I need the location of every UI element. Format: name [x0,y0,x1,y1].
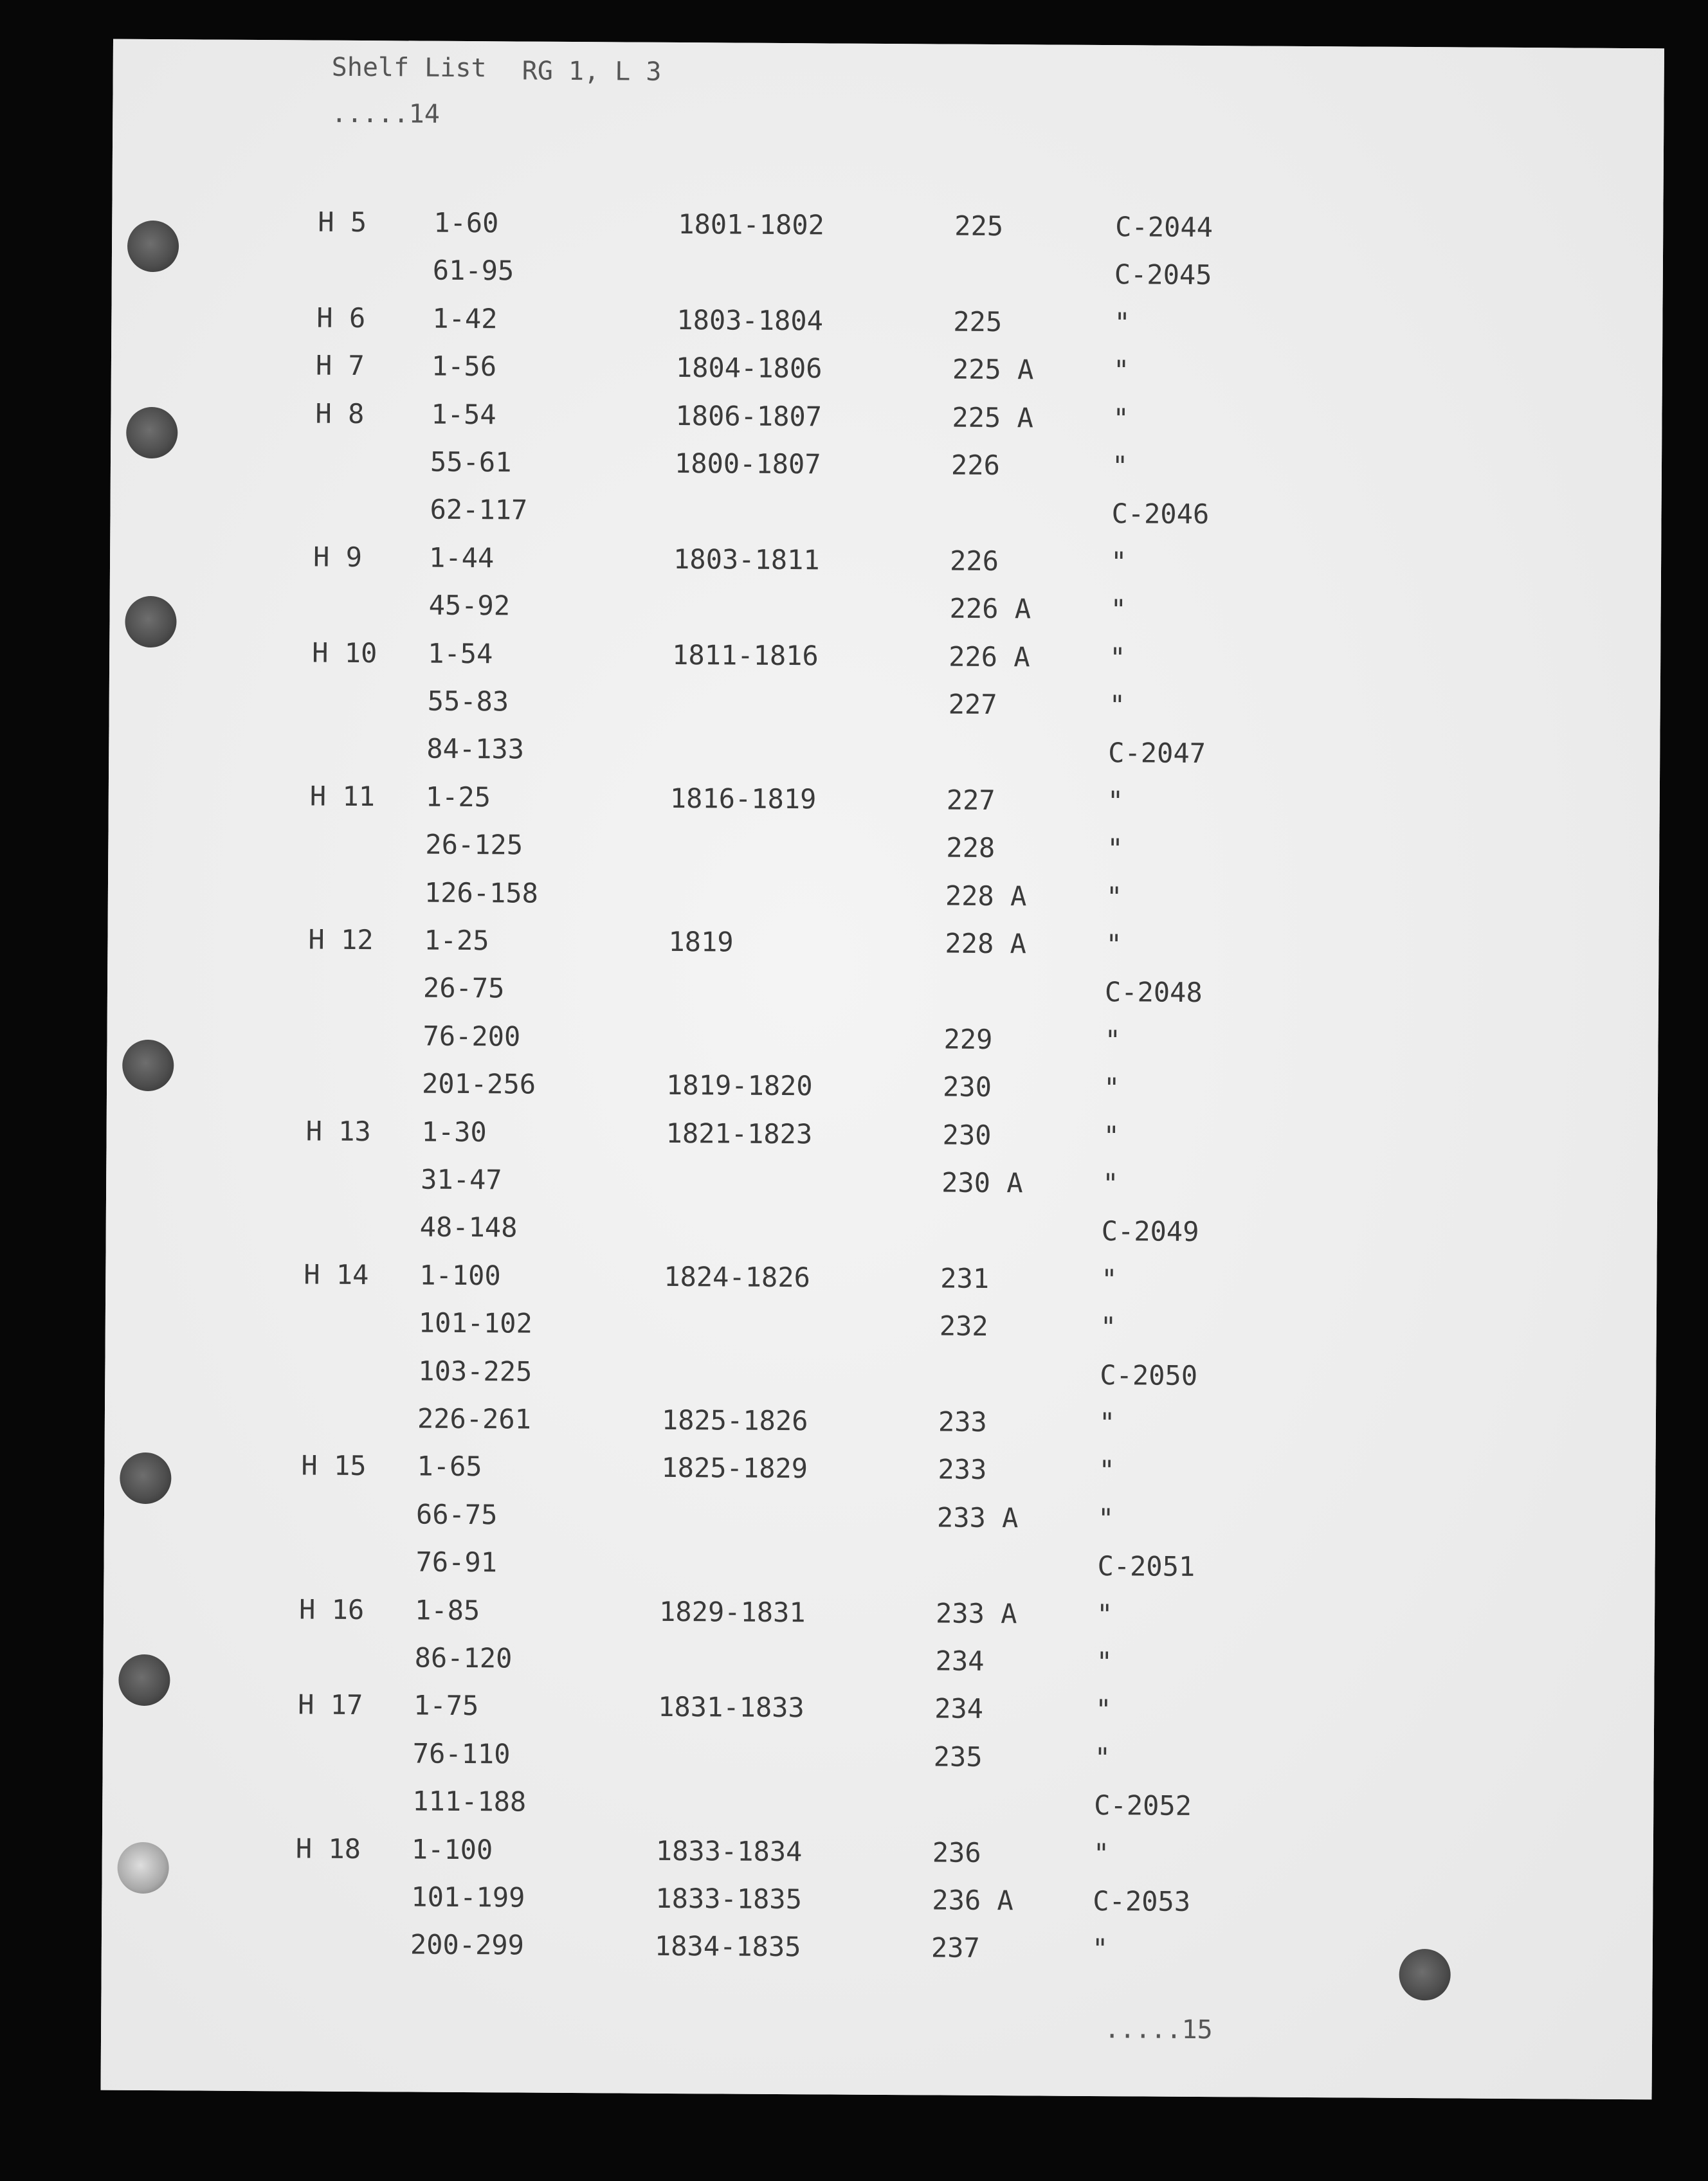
reel-number: " [1111,450,1129,482]
folio-range: 1-44 [428,541,495,574]
punch-hole [127,221,179,272]
reel-number: " [1098,1407,1116,1439]
box-number: H 12 [308,923,374,956]
reel-number: " [1105,881,1123,913]
volume-number: 230 A [941,1166,1023,1199]
box-number: H 7 [315,349,365,382]
box-number: H 8 [315,397,365,430]
reel-number: C-2044 [1115,211,1213,244]
next-page-ref: .....15 [1104,2014,1213,2045]
date-range: 1825-1826 [661,1404,808,1437]
volume-number: 228 A [945,927,1027,960]
reel-number: " [1113,403,1129,435]
date-range: 1819-1820 [666,1069,813,1102]
volume-number: 229 [943,1023,993,1056]
reel-number: " [1095,1694,1112,1726]
folio-range: 31-47 [421,1163,502,1196]
volume-number: 233 A [936,1501,1019,1534]
box-number: H 6 [316,302,366,334]
date-range: 1804-1806 [675,351,822,385]
volume-number: 225 [953,305,1003,338]
reel-number: " [1107,833,1123,865]
reel-number: C-2050 [1100,1359,1198,1391]
volume-number: 236 [932,1836,981,1869]
reel-number: C-2045 [1114,258,1212,291]
date-range: 1811-1816 [672,638,819,672]
volume-number: 235 [933,1741,983,1773]
document-page [101,39,1664,2100]
folio-range: 76-110 [412,1737,511,1770]
reel-number: C-2048 [1104,976,1203,1009]
box-number: H 11 [309,780,376,813]
date-range: 1819 [668,925,734,958]
reel-number: " [1113,354,1130,386]
volume-number: 225 A [952,353,1034,386]
folio-range: 1-75 [413,1689,479,1722]
date-range: 1829-1831 [659,1595,806,1629]
folio-range: 1-85 [414,1594,480,1627]
volume-number: 228 [946,831,995,864]
reel-number: " [1098,1454,1115,1487]
volume-number: 226 [949,545,999,577]
volume-number: 225 [954,210,1004,242]
folio-range: 226-261 [417,1402,532,1435]
date-range: 1800-1807 [674,447,821,480]
folio-range: 1-30 [421,1116,487,1148]
folio-range: 55-61 [430,446,512,478]
volume-number: 226 A [949,592,1031,625]
volume-number: 230 [942,1071,992,1103]
reel-number: " [1109,642,1126,674]
box-number: H 10 [312,637,377,669]
document-title: Shelf List [331,52,487,84]
folio-range: 76-91 [415,1546,498,1579]
reel-number: " [1101,1263,1118,1296]
reel-number: " [1096,1598,1113,1631]
reel-number: " [1104,1024,1121,1056]
reel-number: " [1105,928,1122,961]
date-range: 1831-1833 [658,1690,804,1724]
folio-range: 126-158 [424,876,539,909]
box-number: H 5 [318,206,367,239]
folio-range: 26-125 [425,828,523,861]
reel-number: " [1114,307,1131,339]
volume-number: 234 [934,1692,984,1724]
folio-range: 45-92 [428,589,511,622]
reel-number: " [1091,1932,1109,1965]
date-range: 1806-1807 [675,399,822,433]
folio-range: 1-60 [433,206,499,239]
folio-range: 26-75 [422,972,505,1004]
box-number: H 17 [298,1688,363,1721]
reel-number: C-2049 [1101,1215,1199,1247]
folio-range: 1-25 [424,924,489,957]
folio-range: 76-200 [422,1020,521,1053]
date-range: 1834-1835 [654,1930,801,1963]
punch-hole [125,596,176,647]
punch-hole [1399,1949,1450,2000]
punch-hole [118,1654,170,1706]
folio-range: 1-42 [432,302,498,335]
volume-number: 225 A [952,401,1034,434]
folio-range: 66-75 [415,1498,498,1531]
box-number: H 16 [298,1593,365,1626]
volume-number: 236 A [932,1884,1013,1917]
box-number: H 15 [301,1449,367,1482]
volume-number: 226 [950,449,1001,482]
folio-range: 84-133 [426,732,525,765]
box-number: H 9 [313,541,363,574]
volume-number: 232 [939,1310,988,1342]
volume-number: 234 [935,1645,985,1677]
volume-number: 230 [942,1119,992,1152]
folio-range: 62-117 [430,493,528,526]
date-range: 1816-1819 [669,782,817,815]
reel-number: " [1103,1120,1120,1152]
folio-range: 55-83 [427,685,509,718]
folio-range: 1-25 [425,781,491,813]
punch-hole [117,1842,168,1894]
folio-range: 1-100 [419,1259,501,1292]
punch-hole [120,1452,171,1504]
date-range: 1803-1804 [677,303,824,337]
box-number: H 14 [304,1258,369,1291]
date-range: 1825-1829 [661,1451,808,1485]
folio-range: 1-65 [417,1450,482,1483]
volume-number: 233 [938,1453,987,1485]
reel-number: " [1110,546,1127,578]
volume-number: 231 [940,1262,990,1294]
date-range: 1801-1802 [678,208,825,241]
volume-number: 233 [938,1406,987,1438]
reel-number: C-2051 [1097,1550,1195,1582]
reel-number: " [1102,1168,1119,1200]
volume-number: 228 A [945,880,1027,912]
punch-hole [126,407,177,458]
reel-number: " [1103,1072,1120,1104]
folio-range: 101-102 [418,1307,532,1339]
reel-number: C-2053 [1093,1885,1191,1917]
folio-range: 1-100 [411,1833,493,1866]
reel-number: C-2052 [1094,1789,1192,1822]
reel-number: " [1096,1646,1113,1678]
volume-number: 233 A [935,1597,1017,1630]
folio-range: 111-188 [412,1785,527,1818]
folio-range: 101-199 [411,1881,525,1914]
folio-range: 200-299 [410,1928,525,1961]
volume-number: 227 [946,784,995,817]
date-range: 1833-1834 [655,1834,803,1868]
reel-number: " [1107,785,1124,817]
reel-number: " [1094,1742,1111,1774]
reel-number: " [1109,689,1126,721]
volume-number: 226 A [949,640,1030,673]
folio-range: 1-54 [431,398,496,431]
record-group: RG 1, L 3 [522,56,662,87]
box-number: H 18 [295,1833,361,1865]
previous-page-ref: .....14 [331,98,441,129]
folio-range: 103-225 [418,1355,532,1388]
volume-number: 227 [948,688,997,721]
date-range: 1833-1835 [655,1882,803,1915]
reel-number: C-2046 [1111,498,1210,530]
reel-number: C-2047 [1108,737,1206,770]
folio-range: 48-148 [419,1211,518,1244]
box-number: H 13 [305,1115,371,1148]
reel-number: " [1110,593,1127,626]
folio-range: 1-54 [428,637,493,670]
folio-range: 201-256 [421,1067,536,1100]
volume-number: 237 [931,1932,980,1964]
date-range: 1821-1823 [666,1117,813,1150]
punch-hole [122,1040,174,1091]
folio-range: 86-120 [414,1642,513,1674]
folio-range: 61-95 [432,254,514,287]
date-range: 1824-1826 [664,1260,811,1294]
reel-number: " [1100,1311,1117,1343]
reel-number: " [1097,1503,1114,1535]
reel-number: " [1093,1837,1110,1870]
date-range: 1803-1811 [673,543,820,576]
folio-range: 1-56 [431,350,497,383]
